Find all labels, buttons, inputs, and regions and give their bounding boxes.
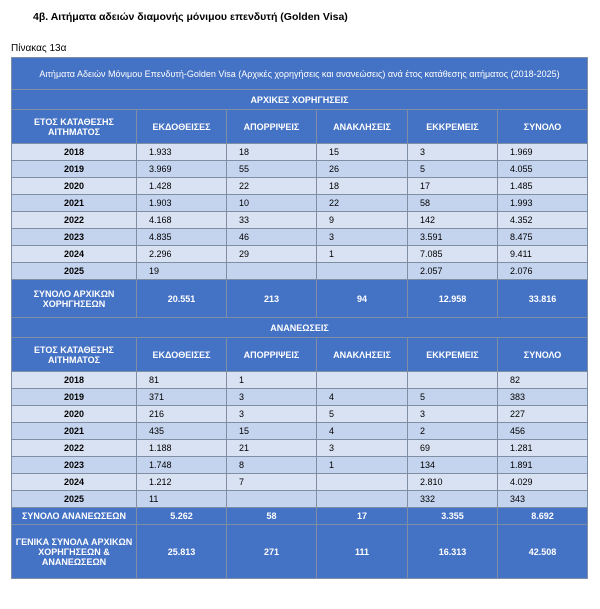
- total-value: 213: [227, 280, 317, 318]
- total-value: 20.551: [137, 280, 227, 318]
- year-cell: 2025: [12, 491, 137, 508]
- section-row: [12, 318, 588, 338]
- value-cell: 5: [317, 406, 408, 423]
- total-value: 58: [227, 508, 317, 525]
- total-label: ΣΥΝΟΛΟ ΑΝΑΝΕΩΣΕΩΝ: [12, 508, 137, 525]
- value-cell: 1.281: [498, 440, 588, 457]
- value-cell: 2.810: [408, 474, 498, 491]
- grand-total-row: [12, 525, 588, 579]
- value-cell: 7.085: [408, 246, 498, 263]
- total-row: [12, 280, 588, 318]
- year-cell: 2023: [12, 457, 137, 474]
- value-cell: 9: [317, 212, 408, 229]
- value-cell: 81: [137, 372, 227, 389]
- table-row: [12, 423, 588, 440]
- header-row: [12, 338, 588, 372]
- table-label: Πίνακας 13α: [11, 43, 67, 54]
- value-cell: 4.029: [498, 474, 588, 491]
- value-cell: 2.076: [498, 263, 588, 280]
- value-cell: 1: [317, 246, 408, 263]
- value-cell: 456: [498, 423, 588, 440]
- value-cell: 2.057: [408, 263, 498, 280]
- value-cell: 4.055: [498, 161, 588, 178]
- column-header: ΕΚΚΡΕΜΕΙΣ: [408, 338, 498, 372]
- column-header: ΑΠΟΡΡΙΨΕΙΣ: [227, 338, 317, 372]
- value-cell: 5: [408, 389, 498, 406]
- column-header: ΑΝΑΚΛΗΣΕΙΣ: [317, 338, 408, 372]
- value-cell: [317, 491, 408, 508]
- year-cell: 2018: [12, 372, 137, 389]
- year-cell: 2018: [12, 144, 137, 161]
- value-cell: 8: [227, 457, 317, 474]
- column-header: ΣΥΝΟΛΟ: [498, 110, 588, 144]
- value-cell: 55: [227, 161, 317, 178]
- value-cell: 142: [408, 212, 498, 229]
- value-cell: 19: [137, 263, 227, 280]
- value-cell: 3: [317, 440, 408, 457]
- value-cell: 435: [137, 423, 227, 440]
- column-header: ΕΚΔΟΘΕΙΣΕΣ: [137, 338, 227, 372]
- total-value: 3.355: [408, 508, 498, 525]
- value-cell: 21: [227, 440, 317, 457]
- table-row: [12, 195, 588, 212]
- value-cell: 4: [317, 423, 408, 440]
- value-cell: 2.296: [137, 246, 227, 263]
- value-cell: 5: [408, 161, 498, 178]
- value-cell: [317, 263, 408, 280]
- year-cell: 2019: [12, 161, 137, 178]
- value-cell: 1.993: [498, 195, 588, 212]
- value-cell: 2: [408, 423, 498, 440]
- value-cell: 11: [137, 491, 227, 508]
- header-row: [12, 110, 588, 144]
- value-cell: 17: [408, 178, 498, 195]
- table-row: [12, 144, 588, 161]
- total-value: 12.958: [408, 280, 498, 318]
- year-cell: 2021: [12, 423, 137, 440]
- value-cell: 1.188: [137, 440, 227, 457]
- value-cell: 3: [227, 406, 317, 423]
- column-header: ΑΝΑΚΛΗΣΕΙΣ: [317, 110, 408, 144]
- value-cell: 18: [227, 144, 317, 161]
- table-row: [12, 474, 588, 491]
- value-cell: [317, 372, 408, 389]
- table-row: [12, 229, 588, 246]
- grand-total-value: 111: [317, 525, 408, 579]
- total-value: 33.816: [498, 280, 588, 318]
- value-cell: 227: [498, 406, 588, 423]
- value-cell: 3: [317, 229, 408, 246]
- column-header: ΕΤΟΣ ΚΑΤΑΘΕΣΗΣ ΑΙΤΗΜΑΤΟΣ: [12, 338, 137, 372]
- value-cell: 18: [317, 178, 408, 195]
- grand-total-value: 42.508: [498, 525, 588, 579]
- year-cell: 2021: [12, 195, 137, 212]
- year-cell: 2019: [12, 389, 137, 406]
- table-row: [12, 372, 588, 389]
- table-row: [12, 491, 588, 508]
- column-header: ΕΤΟΣ ΚΑΤΑΘΕΣΗΣ ΑΙΤΗΜΑΤΟΣ: [12, 110, 137, 144]
- value-cell: 371: [137, 389, 227, 406]
- total-value: 5.262: [137, 508, 227, 525]
- value-cell: [227, 491, 317, 508]
- golden-visa-table: [11, 57, 588, 579]
- table-row: [12, 406, 588, 423]
- value-cell: 4.835: [137, 229, 227, 246]
- year-cell: 2024: [12, 474, 137, 491]
- total-value: 8.692: [498, 508, 588, 525]
- value-cell: 332: [408, 491, 498, 508]
- value-cell: 1: [227, 372, 317, 389]
- total-value: 17: [317, 508, 408, 525]
- value-cell: 22: [317, 195, 408, 212]
- column-header: ΑΠΟΡΡΙΨΕΙΣ: [227, 110, 317, 144]
- value-cell: 3: [227, 389, 317, 406]
- value-cell: 343: [498, 491, 588, 508]
- page-heading: 4β. Αιτήματα αδειών διαμονής μόνιμου επενδυτή (Golden Visa): [33, 11, 348, 23]
- value-cell: 10: [227, 195, 317, 212]
- value-cell: 1.903: [137, 195, 227, 212]
- table-row: [12, 263, 588, 280]
- year-cell: 2020: [12, 178, 137, 195]
- section-title: ΑΡΧΙΚΕΣ ΧΟΡΗΓΗΣΕΙΣ: [12, 90, 588, 110]
- value-cell: 4: [317, 389, 408, 406]
- value-cell: 216: [137, 406, 227, 423]
- value-cell: 82: [498, 372, 588, 389]
- table-row: [12, 161, 588, 178]
- total-row: [12, 508, 588, 525]
- value-cell: 15: [227, 423, 317, 440]
- value-cell: 3: [408, 406, 498, 423]
- year-cell: 2020: [12, 406, 137, 423]
- value-cell: 33: [227, 212, 317, 229]
- value-cell: 9.411: [498, 246, 588, 263]
- value-cell: 7: [227, 474, 317, 491]
- table-row: [12, 246, 588, 263]
- value-cell: 26: [317, 161, 408, 178]
- value-cell: 58: [408, 195, 498, 212]
- value-cell: 8.475: [498, 229, 588, 246]
- value-cell: [227, 263, 317, 280]
- table-title: Αιτήματα Αδειών Μόνιμου Επενδυτή-Golden Visa (Αρχικές χορηγήσεις και ανανεώσεις) ανά έτος κατάθεσης αιτήματος (2018-2025): [12, 58, 588, 90]
- table-row: [12, 389, 588, 406]
- value-cell: 1.212: [137, 474, 227, 491]
- total-label: ΣΥΝΟΛΟ ΑΡΧΙΚΩΝ ΧΟΡΗΓΗΣΕΩΝ: [12, 280, 137, 318]
- column-header: ΕΚΚΡΕΜΕΙΣ: [408, 110, 498, 144]
- table-row: [12, 457, 588, 474]
- value-cell: 15: [317, 144, 408, 161]
- year-cell: 2022: [12, 212, 137, 229]
- value-cell: 1.933: [137, 144, 227, 161]
- total-value: 94: [317, 280, 408, 318]
- value-cell: 3.591: [408, 229, 498, 246]
- grand-total-value: 271: [227, 525, 317, 579]
- grand-total-value: 16.313: [408, 525, 498, 579]
- year-cell: 2024: [12, 246, 137, 263]
- value-cell: [408, 372, 498, 389]
- table-row: [12, 440, 588, 457]
- year-cell: 2022: [12, 440, 137, 457]
- column-header: ΕΚΔΟΘΕΙΣΕΣ: [137, 110, 227, 144]
- value-cell: 3: [408, 144, 498, 161]
- value-cell: 4.168: [137, 212, 227, 229]
- year-cell: 2025: [12, 263, 137, 280]
- value-cell: [317, 474, 408, 491]
- value-cell: 383: [498, 389, 588, 406]
- value-cell: 1.969: [498, 144, 588, 161]
- table-row: [12, 178, 588, 195]
- value-cell: 4.352: [498, 212, 588, 229]
- section-row: [12, 90, 588, 110]
- year-cell: 2023: [12, 229, 137, 246]
- grand-total-value: 25.813: [137, 525, 227, 579]
- grand-total-label: ΓΕΝΙΚΑ ΣΥΝΟΛΑ ΑΡΧΙΚΩΝ ΧΟΡΗΓΗΣΕΩΝ & ΑΝΑΝΕΩΣΕΩΝ: [12, 525, 137, 579]
- table-row: [12, 212, 588, 229]
- column-header: ΣΥΝΟΛΟ: [498, 338, 588, 372]
- value-cell: 134: [408, 457, 498, 474]
- value-cell: 3.969: [137, 161, 227, 178]
- value-cell: 1.748: [137, 457, 227, 474]
- section-title: ΑΝΑΝΕΩΣΕΙΣ: [12, 318, 588, 338]
- value-cell: 1.891: [498, 457, 588, 474]
- value-cell: 29: [227, 246, 317, 263]
- value-cell: 46: [227, 229, 317, 246]
- value-cell: 1: [317, 457, 408, 474]
- value-cell: 1.485: [498, 178, 588, 195]
- value-cell: 22: [227, 178, 317, 195]
- value-cell: 1.428: [137, 178, 227, 195]
- value-cell: 69: [408, 440, 498, 457]
